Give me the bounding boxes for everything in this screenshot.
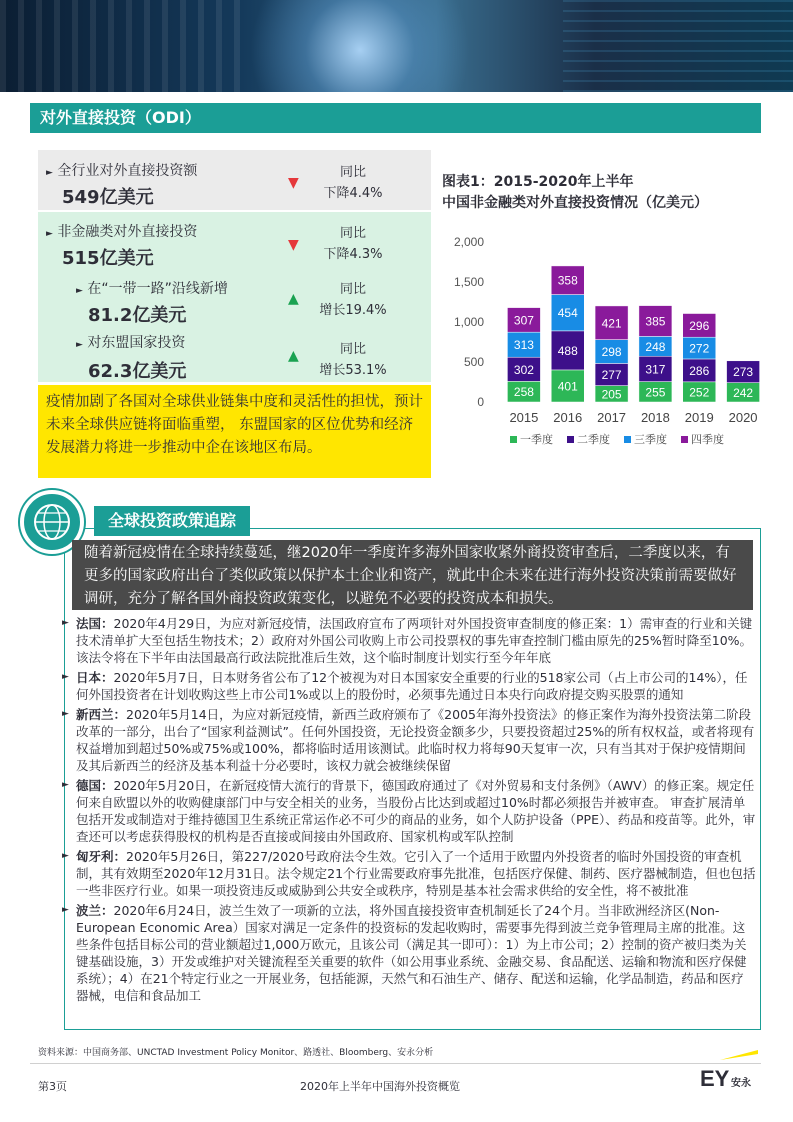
kpi-total-label [46, 160, 197, 180]
y-tick-label: 0 [477, 395, 484, 409]
kpi-total-label-text: 全行业对外直接投资额 [57, 163, 198, 179]
policy-text: 2020年5月14日，为应对新冠疫情，新西兰政府颁布了《2005年海外投资法》的修正案作为海外投资法第二阶段改革的一部分，出台了“国家利益测试”。任何外国投资，无论投资金额多少，只要投资超过25%的所有权权益，或者将现有权益增加到超过50%或75%或100%，都将临时适用该测试。此临时权力将每90天复审一次，只有当其对于保护疫情期间及其后新西兰的经济及基本利益十分必要时，该权力就会被继续保留 [76, 707, 755, 773]
bar-value-label: 298 [601, 345, 622, 360]
legend-label: 一季度 [520, 433, 553, 446]
kpi-bri-change: 增长19.4% [319, 303, 387, 318]
kpi-bri-label [76, 278, 228, 298]
kpi-bri-value: 81.2亿美元 [88, 305, 187, 326]
policy-text: 2020年4月29日，为应对新冠疫情，法国政府宣布了两项针对外国投资审查制度的修正案：1）需审查的行业和关键技术清单扩大至包括生物技术；2）政府对外国公司收购上市公司投票权的事先审查控制门槛由原先的25%暂时降至10%。该法令将在下半年由法国最高行政法院批准后生效，这个临时制度计划实行至今年年底 [76, 616, 753, 665]
bar-value-label: 272 [689, 341, 710, 356]
y-tick-label: 2,000 [453, 235, 484, 249]
kpi-nonfin-label [46, 221, 197, 241]
bar-value-label: 421 [601, 316, 622, 331]
x-tick-label: 2015 [509, 410, 539, 425]
bar-value-label: 302 [513, 362, 534, 377]
kpi-nonfin-value: 515亿美元 [62, 248, 154, 269]
kpi-total-yoy: 同比 [339, 165, 366, 180]
bar-value-label: 242 [733, 385, 754, 400]
odi-bar-chart [440, 225, 770, 455]
kpi-asean-label [76, 332, 185, 352]
policy-list-item [60, 615, 756, 666]
callout-box: 疫情加剧了各国对全球供业链集中度和灵活性的担忧，预计未来全球供应链将面临重塑， 东盟国家的区位优势和经济发展潜力将进一步推动中企在该地区布局。 [38, 385, 431, 478]
policy-intro-text: 随着新冠疫情在全球持续蔓延，继2020年一季度许多海外国家收紧外商投资审查后，二季度以来，有更多的国家政府出台了类似政策以保护本土企业和资产，就此中企未来在进行海外投资决策前需要做好调研，充分了解各国外商投资政策变化，以避免不必要的投资成本和损失。 [72, 540, 753, 610]
document-title: 2020年上半年中国海外投资概览 [300, 1080, 460, 1093]
kpi-bri-yoy: 同比 [339, 282, 366, 297]
policy-text: 2020年5月26日，第227/2020号政府法令生效。它引入了一个适用于欧盟内外投资者的临时外国投资的审查机制，其有效期至2020年12月31日。法令规定21个行业需要政府事先批准，包括医疗保健、制药、医疗器械制造，但也包括一些非医疗行业。如果一项投资违反或威胁到公共安全或秩序，特别是基本社会需求供给的安全性，将不被批准 [76, 849, 756, 898]
policy-country: 日本： [76, 670, 114, 685]
bullet-triangle-icon: ► [62, 851, 69, 861]
policy-list-item [60, 902, 756, 1004]
ey-logo-sub: 安永 [731, 1078, 751, 1089]
kpi-asean-value: 62.3亿美元 [88, 361, 187, 382]
policy-text: 2020年5月7日，日本财务省公布了12个被视为对日本国家安全重要的行业的518家公司（占上市公司的14%），任何外国投资者在计划收购这些上市公司1%或以上的股份时，必须事先通过日本央行向政府提交购买股票的通知 [76, 670, 748, 702]
bar-value-label: 488 [557, 343, 578, 358]
page-number: 第3页 [38, 1080, 67, 1093]
x-tick-label: 2020 [728, 410, 758, 425]
kpi-nonfin-change: 下降4.3% [323, 247, 383, 262]
legend-swatch [624, 436, 631, 443]
legend-label: 四季度 [691, 433, 724, 446]
policy-list-item [60, 848, 756, 899]
bar-value-label: 454 [557, 306, 578, 321]
bar-value-label: 248 [645, 339, 666, 354]
up-arrow-icon: ▲ [288, 291, 299, 307]
bar-value-label: 296 [689, 318, 710, 333]
policy-list-item [60, 669, 756, 703]
bar-value-label: 385 [645, 314, 666, 329]
bullet-triangle-icon: ► [62, 709, 69, 719]
legend-label: 二季度 [577, 433, 610, 446]
bullet-triangle-icon: ► [62, 905, 69, 915]
hero-ticker-lines [563, 0, 793, 92]
bullet-triangle-icon: ► [62, 618, 69, 628]
policy-section-tag: 全球投资政策追踪 [94, 506, 250, 536]
bar-value-label: 252 [689, 385, 710, 400]
x-tick-label: 2016 [553, 410, 583, 425]
x-tick-label: 2017 [597, 410, 627, 425]
section-title-bar: 对外直接投资（ODI） [30, 103, 761, 133]
bar-value-label: 258 [513, 385, 534, 400]
legend-label: 三季度 [634, 433, 667, 446]
up-arrow-icon: ▲ [288, 348, 299, 364]
policy-text: 2020年6月24日，波兰生效了一项新的立法，将外国直接投资审查机制延长了24个月。当非欧洲经济区(Non-European Economic Area）国家对满足一定条件的投资标的发起收购时，需要事先得到波兰竞争管理局主席的批准。这些条件包括目标公司的营业额超过1,000万欧元，且该公司（满足其一即可）：1）为上市公司；2）控制的资产被归类为关键基础设施，3）开发或维护对关键流程至关重要的软件（如公用事业系统、金融交易、食品配送、运输和物流和医疗保健系统）；4）在21个特定行业之一开展业务，包括能源，天然气和石油生产、储存、配送和运输，化学品制造，药品和医疗器械，电信和食品加工 [76, 903, 747, 1003]
policy-list-item [60, 706, 756, 774]
bar-value-label: 307 [513, 313, 534, 328]
down-arrow-icon: ▼ [288, 237, 299, 253]
hero-globe-glow [250, 0, 470, 92]
bullet-triangle-icon: ► [46, 168, 53, 178]
bullet-triangle-icon: ► [76, 340, 83, 350]
kpi-total-value: 549亿美元 [62, 187, 154, 208]
bullet-triangle-icon: ► [62, 780, 69, 790]
legend-swatch [567, 436, 574, 443]
policy-country: 新西兰： [76, 707, 127, 722]
y-tick-label: 500 [463, 355, 484, 369]
ey-logo-text: EY [700, 1066, 730, 1090]
policy-list [60, 615, 756, 1007]
kpi-bri-label-text: 在“一带一路”沿线新增 [87, 281, 228, 297]
bar-value-label: 358 [557, 273, 578, 288]
kpi-nonfin-yoy: 同比 [339, 226, 366, 241]
policy-list-item [60, 777, 756, 845]
kpi-nonfin-label-text: 非金融类对外直接投资 [57, 224, 198, 240]
chart-title [442, 172, 772, 214]
kpi-asean-yoy: 同比 [339, 342, 366, 357]
legend-swatch [681, 436, 688, 443]
policy-country: 波兰： [76, 903, 114, 918]
bullet-triangle-icon: ► [62, 672, 69, 682]
bar-value-label: 277 [601, 368, 622, 383]
bar-value-label: 317 [645, 362, 666, 377]
policy-country: 匈牙利： [76, 849, 127, 864]
bullet-triangle-icon: ► [46, 229, 53, 239]
policy-country: 德国： [76, 778, 114, 793]
chart-title-line2: 中国非金融类对外直接投资情况（亿美元） [442, 195, 708, 211]
bar-value-label: 205 [601, 387, 622, 402]
x-tick-label: 2019 [684, 410, 714, 425]
kpi-asean-change: 增长53.1% [319, 363, 387, 378]
kpi-total-change: 下降4.4% [323, 186, 383, 201]
bar-value-label: 286 [689, 363, 710, 378]
hero-banner-image [0, 0, 793, 92]
x-tick-label: 2018 [640, 410, 670, 425]
bar-value-label: 273 [733, 365, 754, 380]
policy-country: 法国： [76, 616, 114, 631]
policy-text: 2020年5月20日，在新冠疫情大流行的背景下，德国政府通过了《对外贸易和支付条例》（AWV）的修正案。规定任何来自欧盟以外的收购健康部门中与安全相关的业务，当股份占比达到或超过10%时都必须报告并被审查。 审查扩展清单包括开发或制造对于维持德国卫生系统正常运作必不可少的商品的业务，如个人防护设备（PPE）、药品和疫苗等。此外，审查还可以考虑获得股权的机构是否直接或间接由外国政府、国家机构或军队控制 [76, 778, 756, 844]
y-tick-label: 1,000 [453, 315, 484, 329]
footer-divider [30, 1063, 761, 1064]
bar-value-label: 313 [513, 338, 534, 353]
kpi-asean-label-text: 对东盟国家投资 [87, 335, 186, 351]
down-arrow-icon: ▼ [288, 175, 299, 191]
bar-value-label: 255 [645, 385, 666, 400]
ey-logo [700, 1050, 760, 1090]
chart-title-line1: 图表1：2015-2020年上半年 [442, 174, 634, 190]
legend-swatch [510, 436, 517, 443]
source-note: 资料来源：中国商务部、UNCTAD Investment Policy Monitor、路透社、Bloomberg、安永分析 [38, 1048, 434, 1058]
bar-value-label: 401 [557, 379, 578, 394]
bullet-triangle-icon: ► [76, 286, 83, 296]
hero-city-bars [0, 0, 250, 92]
y-tick-label: 1,500 [453, 275, 484, 289]
